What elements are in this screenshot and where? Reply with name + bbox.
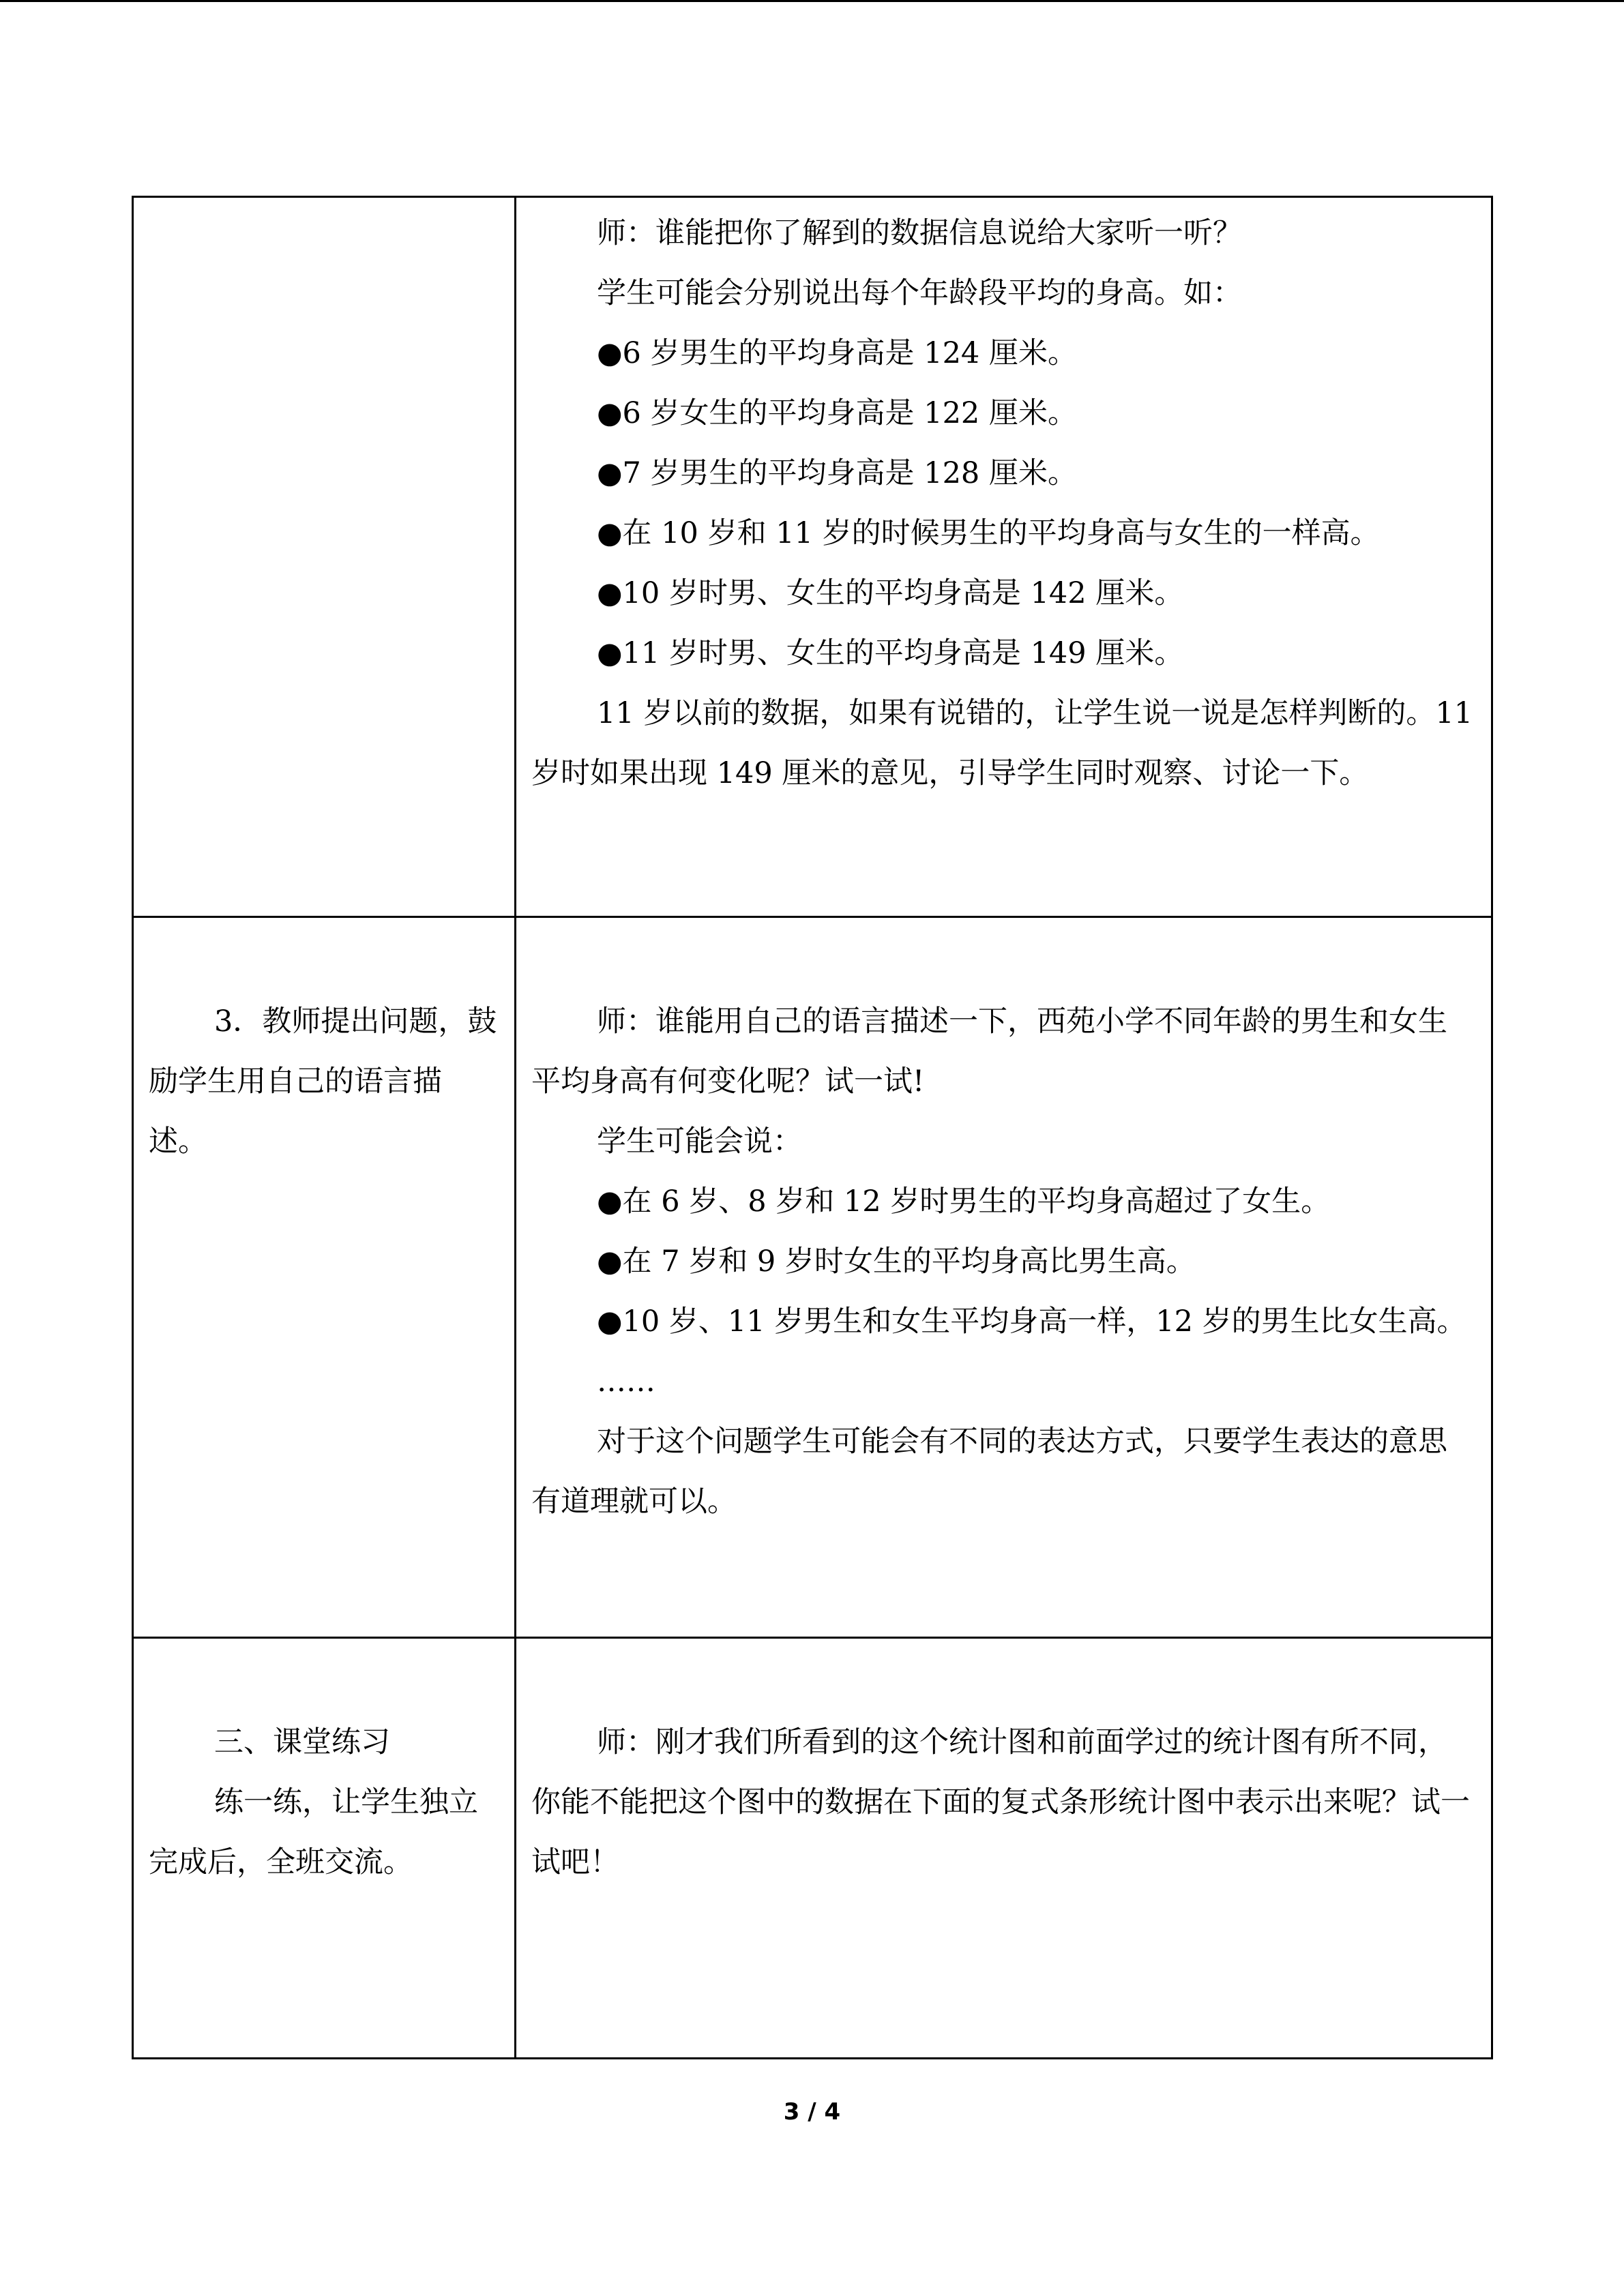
top-border-line (0, 0, 1624, 2)
process-cell (133, 197, 516, 917)
process-cell (133, 917, 516, 1638)
lesson-plan-table (132, 196, 1493, 2059)
teacher-question: 师：谁能用自己的语言描述一下，西苑小学不同年龄的男生和女生平均身高有何变化呢？试一试! (531, 1004, 1447, 1099)
step-description: 3．教师提出问题，鼓励学生用自己的语言描述。 (149, 1004, 497, 1159)
section-heading: 三、课堂练习 (214, 1725, 390, 1759)
bullet-item: ●10 岁时男、女生的平均身高是 142 厘米。 (597, 576, 1184, 610)
step-description: 练一练，让学生独立完成后，全班交流。 (149, 1785, 478, 1879)
table-row (133, 1638, 1492, 2059)
page-number: 3 / 4 (783, 2098, 841, 2126)
bullet-item: ●10 岁、11 岁男生和女生平均身高一样，12 岁的男生比女生高。 (597, 1304, 1466, 1339)
bullet-item: ●11 岁时男、女生的平均身高是 149 厘米。 (597, 636, 1184, 670)
activity-cell (516, 1638, 1492, 2059)
activity-cell (516, 197, 1492, 917)
activity-cell (516, 917, 1492, 1638)
bullet-item: ●在 6 岁、8 岁和 12 岁时男生的平均身高超过了女生。 (597, 1184, 1331, 1219)
teacher-question: 师：刚才我们所看到的这个统计图和前面学过的统计图有所不同，你能不能把这个图中的数据在下面的复式条形统计图中表示出来呢？试一试吧！ (531, 1725, 1470, 1879)
teacher-question: 师：谁能把你了解到的数据信息说给大家听一听？ (597, 216, 1242, 250)
bullet-item: ●6 岁男生的平均身高是 124 厘米。 (597, 336, 1077, 370)
bullet-item: ●在 10 岁和 11 岁的时候男生的平均身高与女生的一样高。 (597, 516, 1380, 550)
guidance-note: 对于这个问题学生可能会有不同的表达方式，只要学生表达的意思有道理就可以。 (531, 1425, 1447, 1519)
bullet-item: ●6 岁女生的平均身高是 122 厘米。 (597, 396, 1077, 430)
table-row (133, 917, 1492, 1638)
ellipsis: …… (597, 1365, 655, 1399)
student-response-intro: 学生可能会说： (597, 1124, 802, 1159)
table-row (133, 197, 1492, 917)
bullet-item: ●7 岁男生的平均身高是 128 厘米。 (597, 456, 1077, 490)
student-response-intro: 学生可能会分别说出每个年龄段平均的身高。如： (597, 276, 1242, 310)
guidance-note: 11 岁以前的数据，如果有说错的，让学生说一说是怎样判断的。11 岁时如果出现 149 厘米的意见，引导学生同时观察、讨论一下。 (531, 696, 1473, 790)
bullet-item: ●在 7 岁和 9 岁时女生的平均身高比男生高。 (597, 1244, 1196, 1279)
process-cell (133, 1638, 516, 2059)
